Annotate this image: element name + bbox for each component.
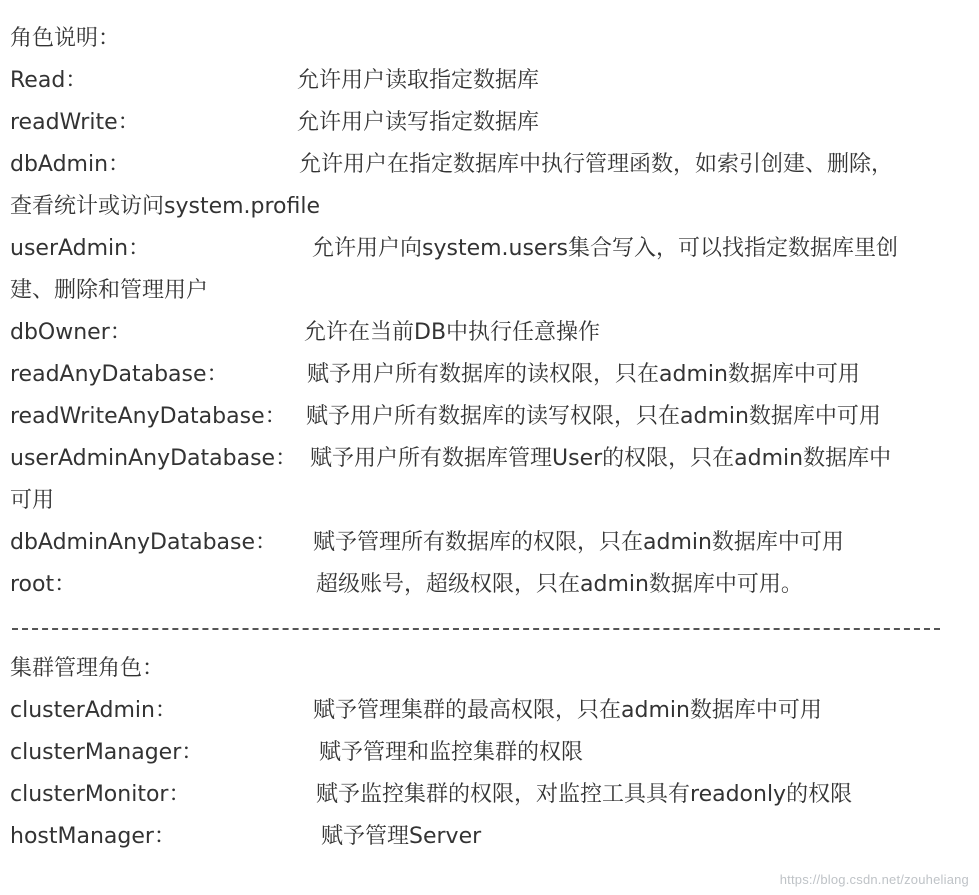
role-desc-continuation: 查看统计或访问system.profile (10, 194, 321, 219)
heading-text: 角色说明： (10, 26, 121, 51)
role-row-readwrite (10, 102, 970, 144)
role-desc: 赋予用户所有数据库的读写权限，只在admin数据库中可用 (306, 404, 881, 429)
role-term: userAdminAnyDatabase： (10, 446, 298, 471)
dashed-rule (12, 628, 940, 630)
role-row-dbadminanydatabase (10, 522, 970, 564)
role-desc: 赋予监控集群的权限，对监控工具具有readonly的权限 (316, 782, 853, 807)
role-row-read (10, 60, 970, 102)
role-row-clustermanager (10, 732, 970, 774)
role-row-useradmin-cont (10, 270, 970, 312)
role-desc: 允许用户读取指定数据库 (297, 68, 540, 93)
role-term: clusterMonitor： (10, 782, 191, 807)
role-term: dbAdminAnyDatabase： (10, 530, 278, 555)
role-row-useradminanydatabase (10, 438, 970, 480)
role-desc: 允许用户向system.users集合写入，可以找指定数据库里创 (312, 236, 898, 261)
role-desc: 赋予用户所有数据库的读权限，只在admin数据库中可用 (307, 362, 860, 387)
role-term: dbOwner： (10, 320, 132, 345)
role-desc: 超级账号，超级权限，只在admin数据库中可用。 (316, 572, 803, 597)
role-row-dbadmin-cont (10, 186, 970, 228)
role-desc: 赋予用户所有数据库管理User的权限，只在admin数据库中 (310, 446, 892, 471)
role-desc: 允许用户在指定数据库中执行管理函数，如索引创建、删除， (299, 152, 894, 177)
role-row-useradminanydatabase-cont (10, 480, 970, 522)
heading-text: 集群管理角色： (10, 656, 165, 681)
role-row-readwriteanydatabase (10, 396, 970, 438)
role-term: readAnyDatabase： (10, 362, 229, 387)
section-heading-cluster (10, 648, 970, 690)
role-term: dbAdmin： (10, 152, 131, 177)
section-heading-roles (10, 18, 970, 60)
role-desc: 赋予管理集群的最高权限，只在admin数据库中可用 (313, 698, 822, 723)
role-row-dbowner (10, 312, 970, 354)
role-desc: 赋予管理和监控集群的权限 (319, 740, 584, 765)
role-term: clusterManager： (10, 740, 204, 765)
role-desc: 允许在当前DB中执行任意操作 (304, 320, 601, 345)
role-term: root： (10, 572, 77, 597)
role-desc: 赋予管理所有数据库的权限，只在admin数据库中可用 (313, 530, 844, 555)
role-desc: 允许用户读写指定数据库 (297, 110, 540, 135)
role-row-hostmanager (10, 816, 970, 858)
role-row-clustermonitor (10, 774, 970, 816)
role-row-useradmin (10, 228, 970, 270)
role-row-clusteradmin (10, 690, 970, 732)
document-body (10, 18, 970, 858)
role-term: readWriteAnyDatabase： (10, 404, 287, 429)
role-row-dbadmin (10, 144, 970, 186)
role-term: Read： (10, 68, 88, 93)
role-term: userAdmin： (10, 236, 151, 261)
section-divider (10, 606, 970, 648)
role-row-root (10, 564, 970, 606)
role-term: clusterAdmin： (10, 698, 177, 723)
role-desc: 赋予管理Server (321, 824, 482, 849)
role-term: readWrite： (10, 110, 140, 135)
role-row-readanydatabase (10, 354, 970, 396)
role-desc-continuation: 可用 (10, 488, 55, 513)
role-term: hostManager： (10, 824, 176, 849)
source-watermark: https://blog.csdn.net/zouheliang (779, 872, 969, 887)
role-desc-continuation: 建、删除和管理用户 (10, 278, 209, 303)
